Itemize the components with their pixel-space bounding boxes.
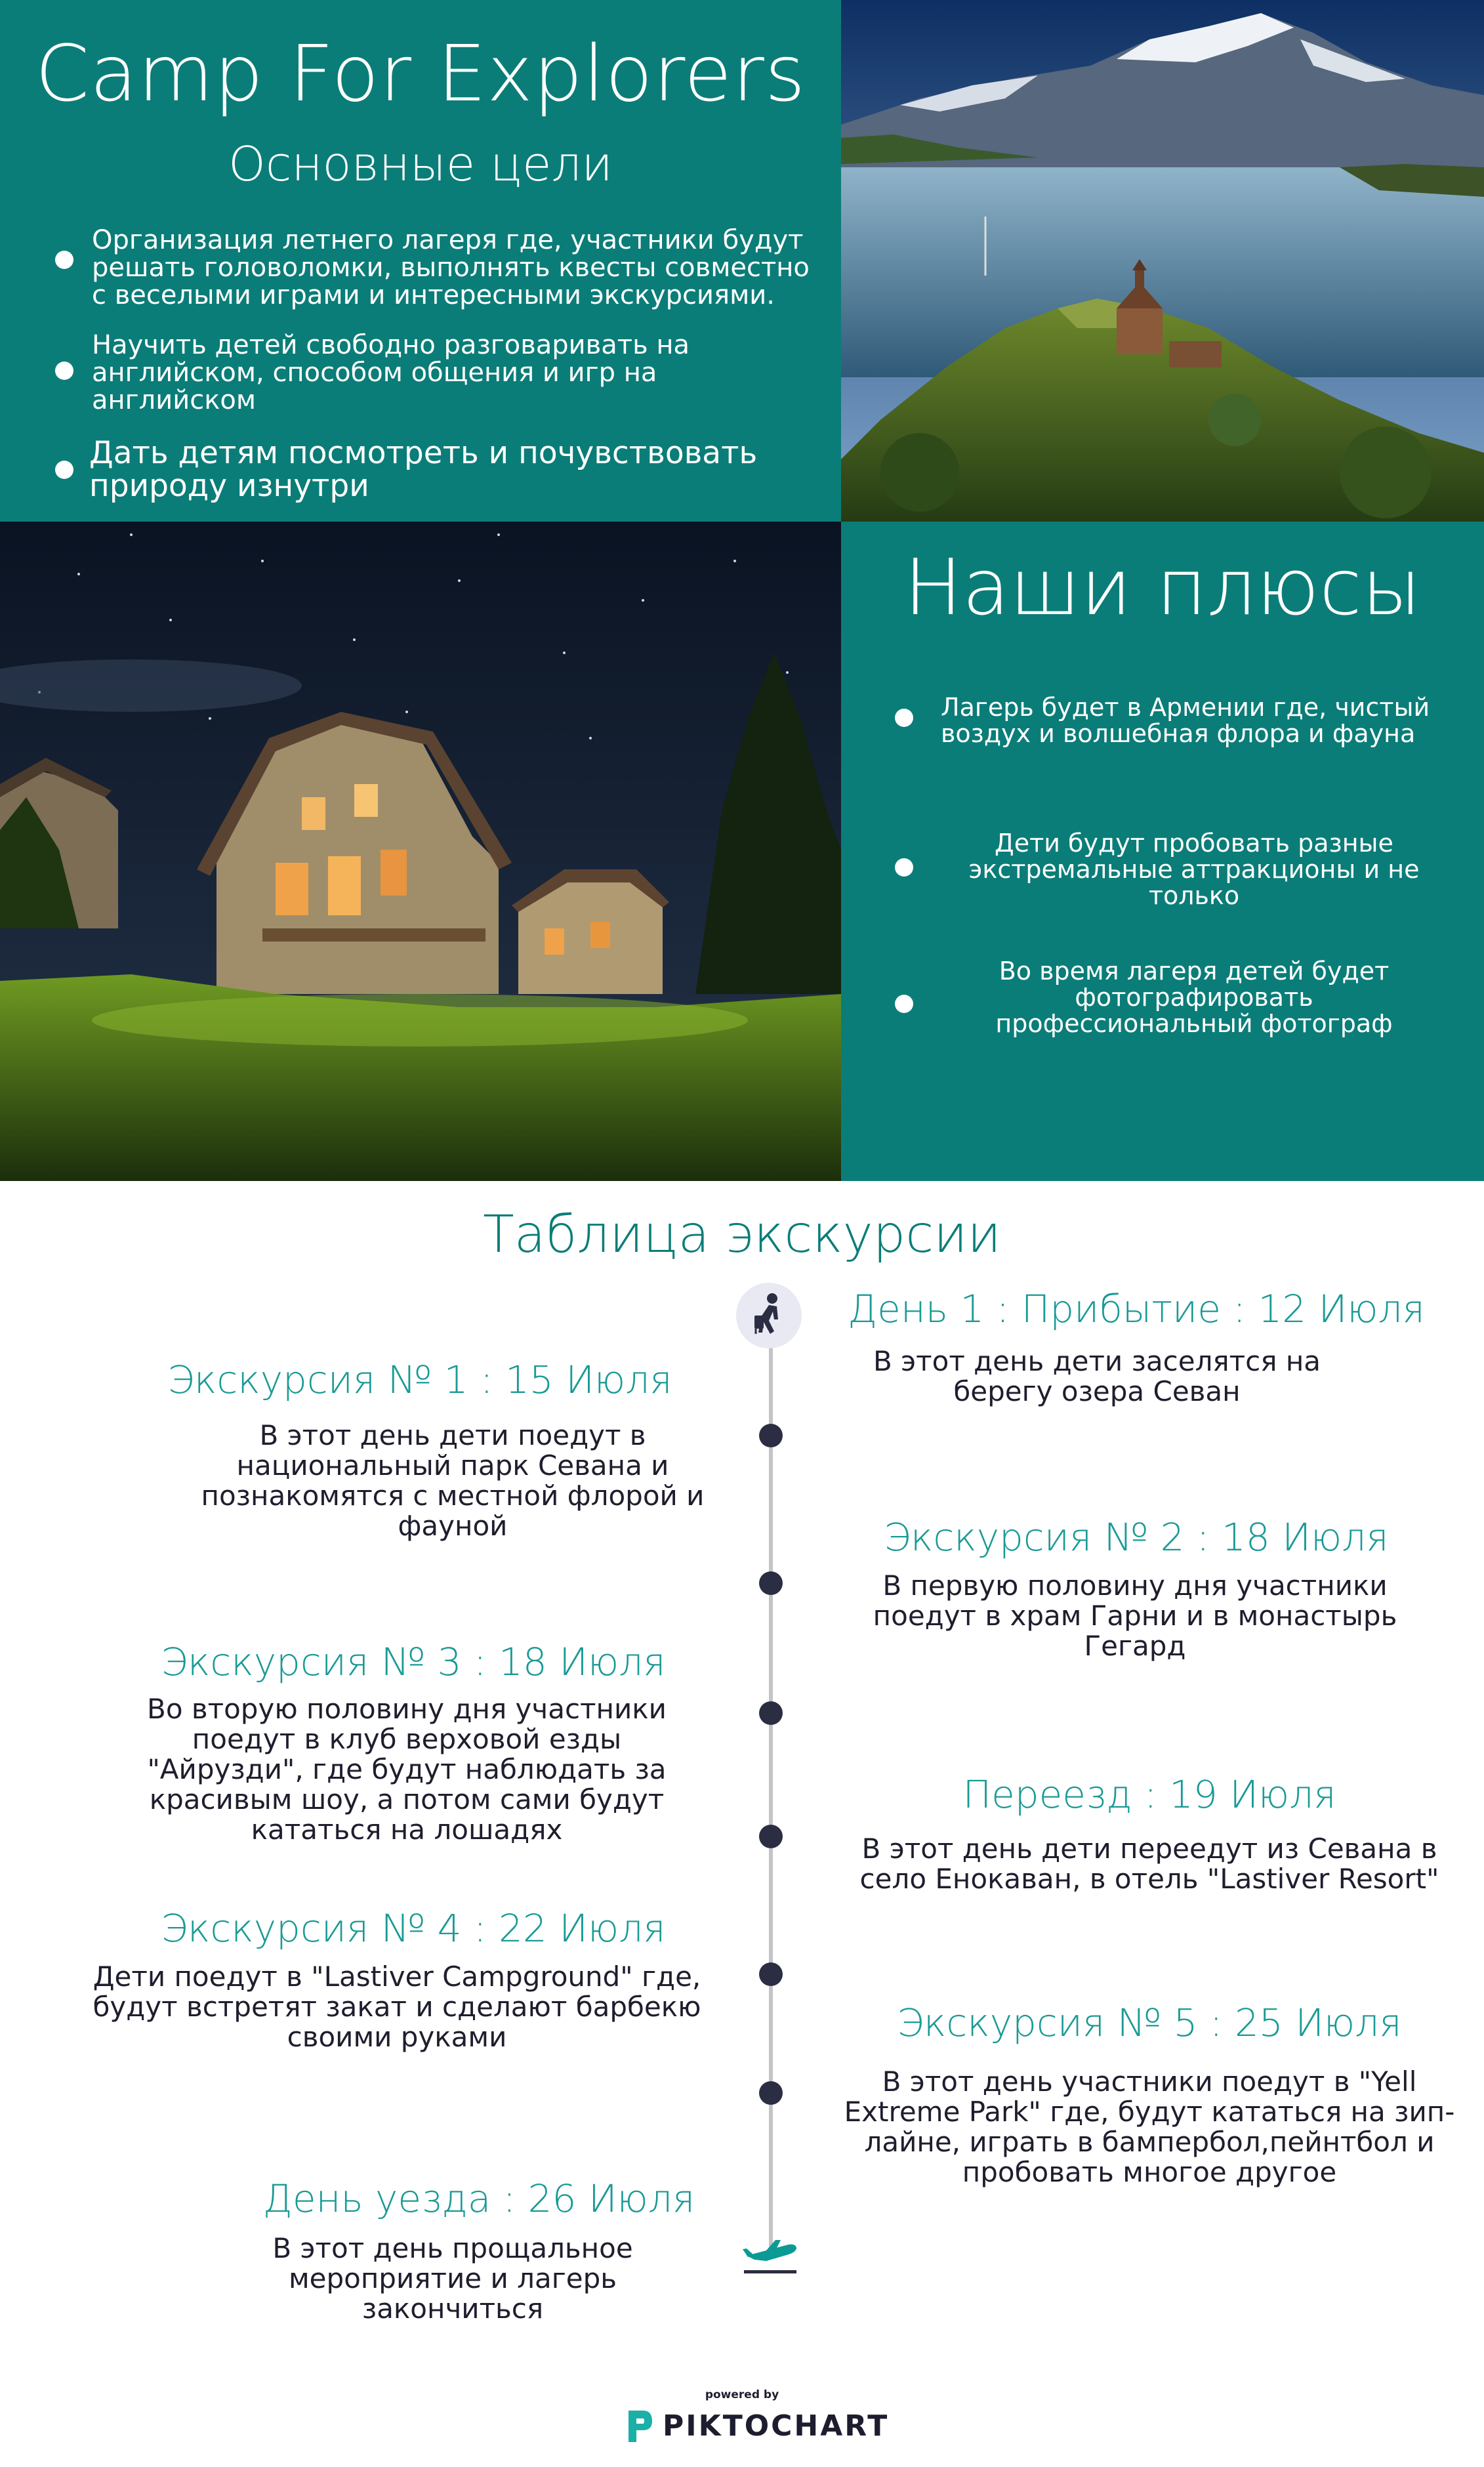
event-title: Экскурсия № 1 : 15 Июля — [167, 1358, 672, 1402]
event-text: Во вторую половину дня участники поедут в клуб верховой езды "Айрузди", где будут наблюдать за красивым шоу, а потом сами будут кататься на лошадях — [147, 1693, 667, 1846]
timeline-dot — [759, 1701, 783, 1725]
powered-by-label: powered by — [705, 2388, 779, 2401]
plus-item: Дети будут пробовать разные экстремальные аттракционы и не только — [968, 829, 1420, 910]
timeline-dot — [759, 1962, 783, 1986]
timeline-heading: Таблица экскурсии — [483, 1205, 1001, 1264]
plus-bullet — [895, 709, 913, 727]
plus-item: Лагерь будет в Армении где, чистый воздух и волшебная флора и фауна — [941, 693, 1430, 748]
event-title: Экскурсия № 4 : 22 Июля — [161, 1906, 666, 1951]
walking-traveler-icon — [736, 1283, 802, 1348]
event-title: День 1 : Прибытие : 12 Июля — [848, 1287, 1425, 1331]
goal-bullet — [55, 362, 73, 380]
goal-item: Научить детей свободно разговаривать на английском, способом общения и игр на английском — [92, 330, 690, 415]
airplane-icon — [740, 2231, 803, 2277]
event-title: Экскурсия № 3 : 18 Июля — [161, 1640, 666, 1684]
goals-heading: Основные цели — [228, 136, 613, 192]
goal-bullet — [55, 251, 73, 269]
event-text: В первую половину дня участники поедут в храм Гарни и в монастырь Гегард — [873, 1569, 1397, 1662]
event-text: В этот день прощальное мероприятие и лагерь закончиться — [272, 2232, 633, 2325]
timeline-dot — [759, 1571, 783, 1595]
timeline-line — [769, 1317, 773, 2256]
event-text: В этот день дети заселятся на берегу озера Севан — [873, 1345, 1321, 1407]
goal-bullet — [55, 461, 73, 479]
event-text: В этот день дети переедут из Севана в село Енокаван, в отель "Lastiver Resort" — [859, 1833, 1439, 1895]
pluses-heading: Наши плюсы — [903, 542, 1422, 632]
brand-name: PIKTOCHART — [663, 2409, 890, 2443]
goal-item: Дать детям посмотреть и почувствовать природу изнутри — [89, 435, 758, 504]
event-text: В этот день участники поедут в "Yell Extreme Park" где, будут кататься на зип-лайне, играть в бампербол,пейнтбол и пробовать многое другое — [844, 2065, 1455, 2188]
goal-item: Организация летнего лагеря где, участники будут решать головоломки, выполнять квесты совместно с веселыми играми и интересными экскурсиями. — [92, 225, 810, 310]
event-title: Экскурсия № 2 : 18 Июля — [884, 1515, 1389, 1560]
event-title: Переезд : 19 Июля — [962, 1772, 1336, 1817]
plus-item: Во время лагеря детей будет фотографировать профессиональный фотограф — [995, 957, 1393, 1038]
timeline-dot — [759, 2081, 783, 2105]
piktochart-logo-icon — [623, 2408, 657, 2445]
plus-bullet — [895, 995, 913, 1013]
page-title: Camp For Explorers — [35, 28, 806, 119]
timeline-dot — [759, 1424, 783, 1447]
lake-monastery-photo — [841, 0, 1484, 522]
timeline-dot — [759, 1825, 783, 1848]
event-text: Дети поедут в "Lastiver Campground" где, будут встретят закат и сделают барбекю своими руками — [93, 1960, 701, 2053]
event-title: День уезда : 26 Июля — [262, 2176, 695, 2221]
event-title: Экскурсия № 5 : 25 Июля — [897, 2001, 1402, 2045]
night-houses-photo — [0, 522, 841, 1181]
plus-bullet — [895, 858, 913, 877]
event-text: В этот день дети поедут в национальный парк Севана и познакомятся с местной флорой и фауной — [201, 1419, 705, 1542]
